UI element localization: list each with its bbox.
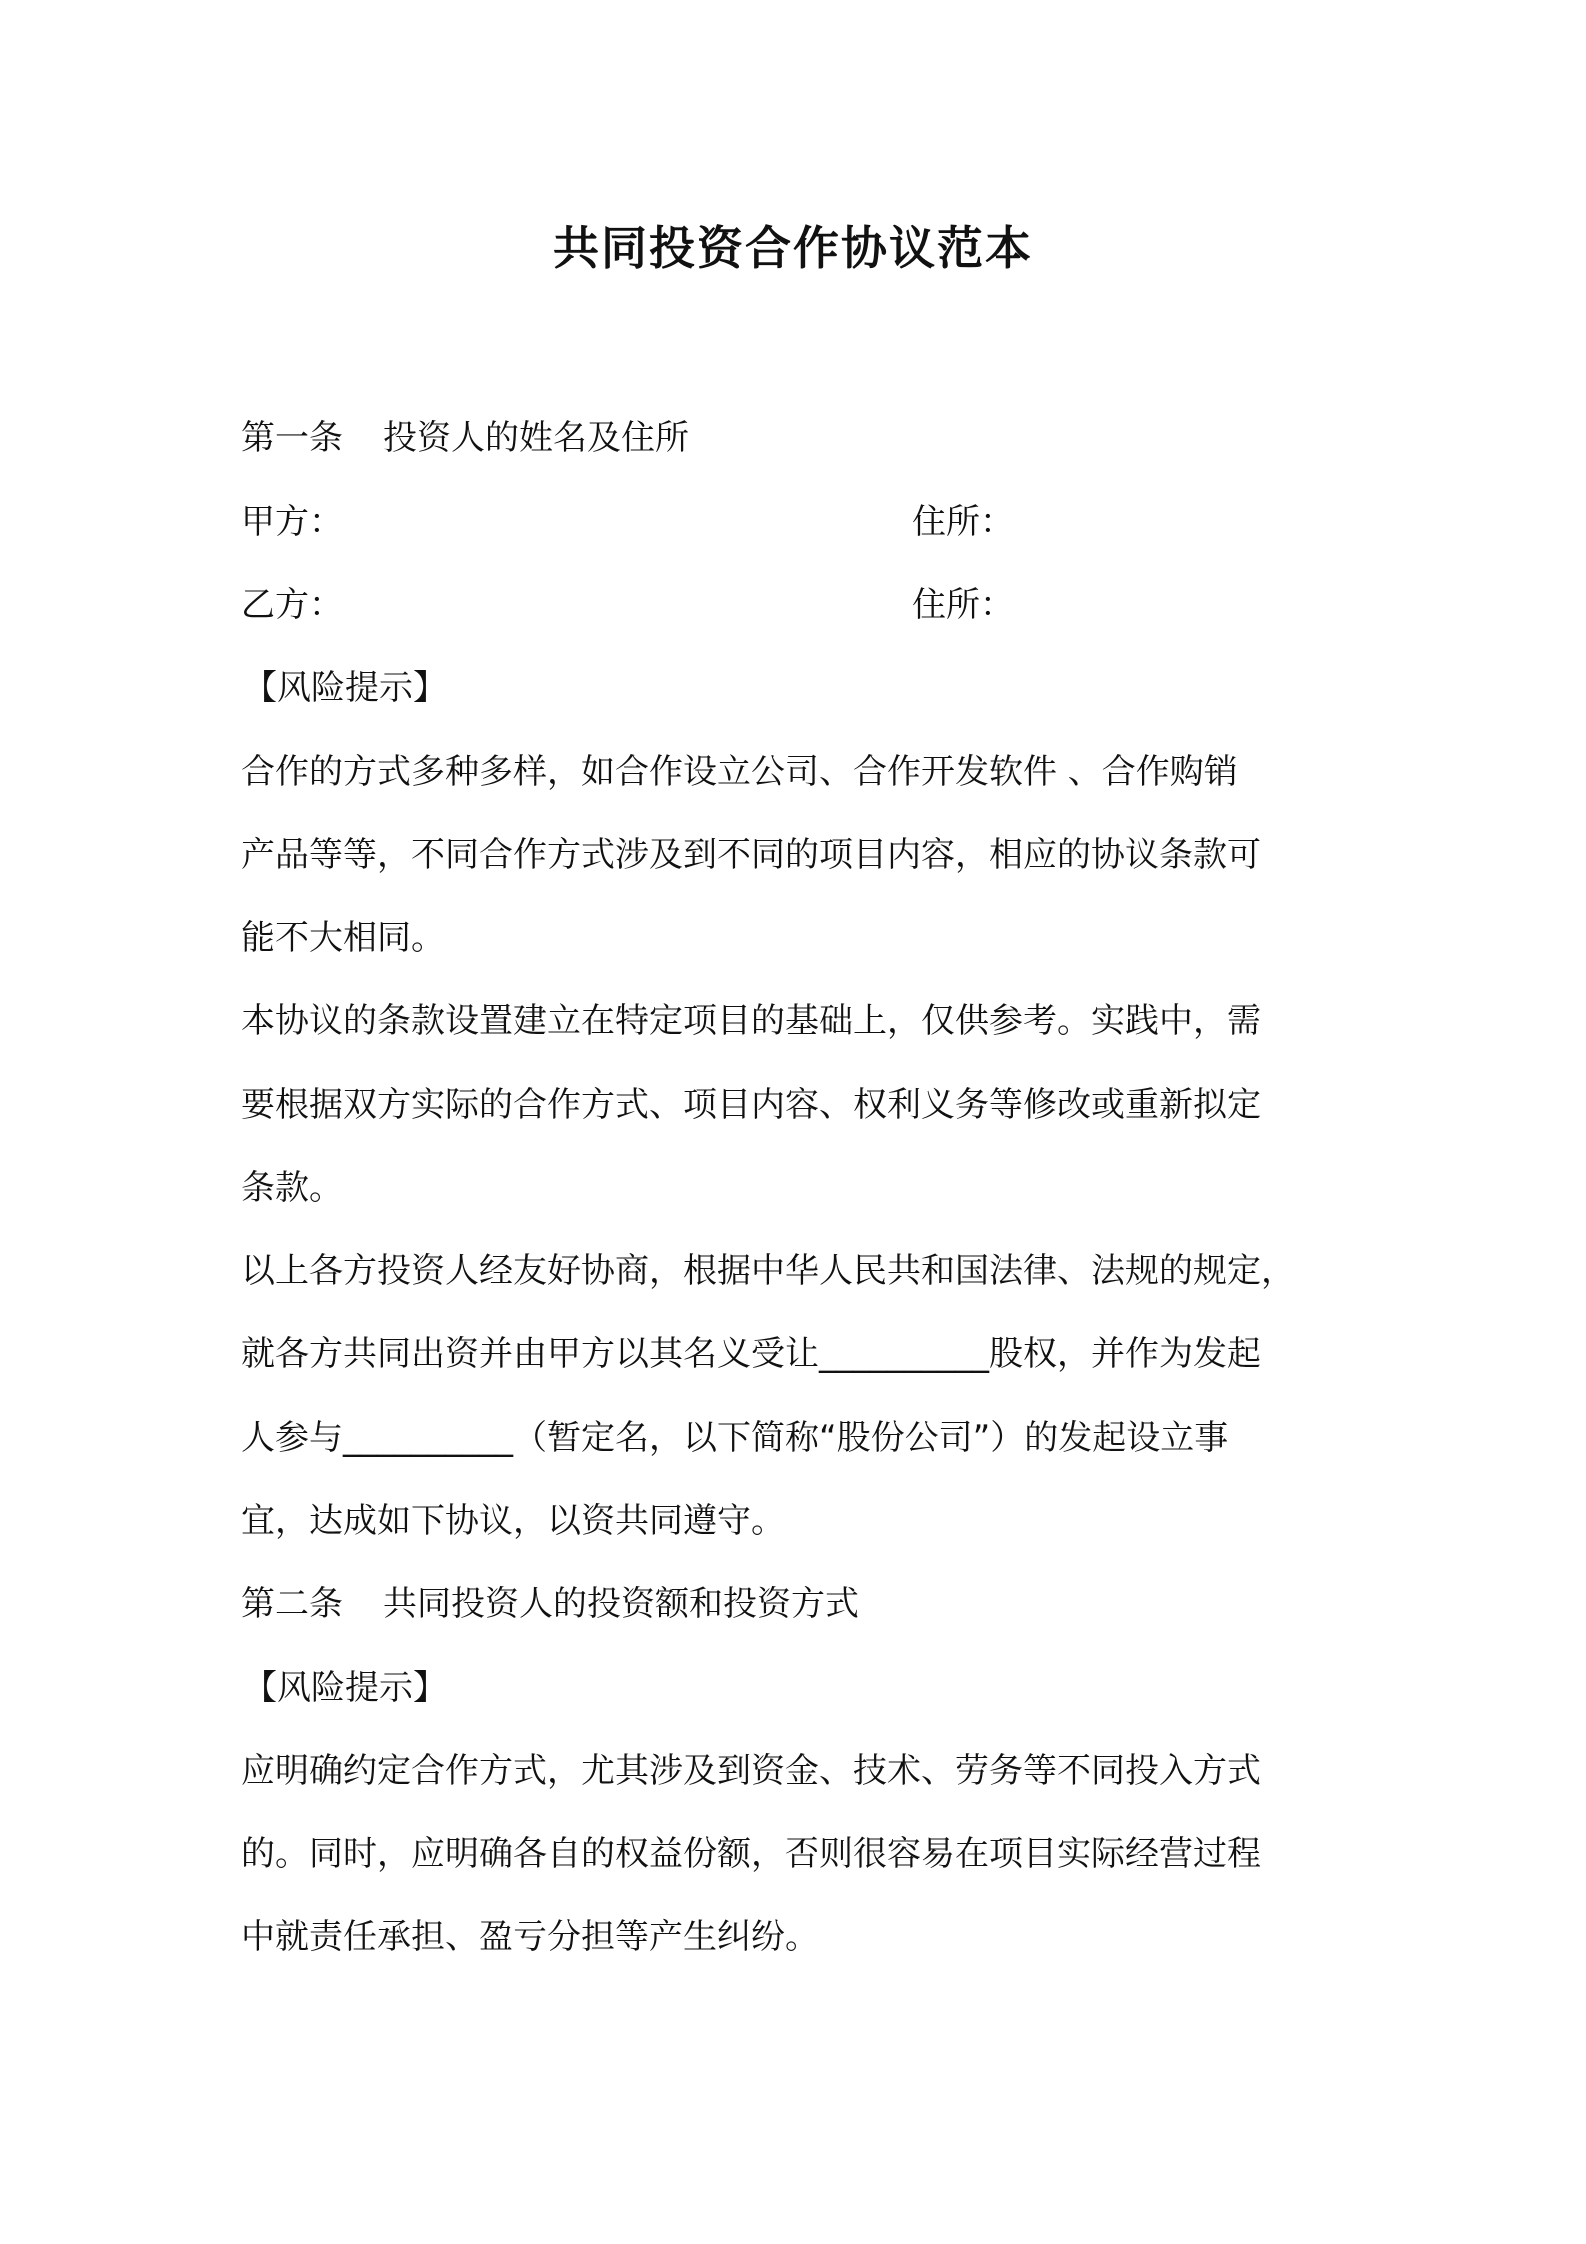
address-label: 住所： [912,585,1014,625]
paragraph-line: 能不大相同。 [241,918,445,958]
paragraph-line: 合作的方式多种多样，如合作设立公司、合作开发软件 、合作购销 [241,752,1238,792]
party-label: 乙方： [241,585,343,625]
article-number: 第一条 [241,418,343,458]
paragraph-line: 应明确约定合作方式，尤其涉及到资金、技术、劳务等不同投入方式 [241,1751,1261,1791]
paragraph-line: 的。同时，应明确各自的权益份额，否则很容易在项目实际经营过程 [241,1834,1261,1874]
party-label: 甲方： [241,502,343,542]
paragraph-line: 宜，达成如下协议，以资共同遵守。 [241,1501,785,1541]
article-number: 第二条 [241,1584,343,1624]
risk-notice-label: 【风险提示】 [243,668,447,708]
paragraph-line: 条款。 [241,1168,343,1208]
risk-notice-label: 【风险提示】 [243,1668,447,1708]
paragraph-line: 中就责任承担、盈亏分担等产生纠纷。 [241,1917,819,1957]
article-1-heading [241,418,689,458]
paragraph-line: 以上各方投资人经友好协商，根据中华人民共和国法律、法规的规定， [241,1251,1295,1291]
document-title: 共同投资合作协议范本 [553,221,1033,275]
article-title: 共同投资人的投资额和投资方式 [383,1584,859,1624]
article-title: 投资人的姓名及住所 [383,418,689,458]
paragraph-line: 就各方共同出资并由甲方以其名义受让__________股权，并作为发起 [241,1334,1261,1374]
article-2-heading [241,1584,859,1624]
paragraph-line: 产品等等，不同合作方式涉及到不同的项目内容，相应的协议条款可 [241,835,1261,875]
party-a-row [241,502,1014,542]
paragraph-line: 本协议的条款设置建立在特定项目的基础上，仅供参考。实践中，需 [241,1001,1261,1041]
address-label: 住所： [912,502,1014,542]
paragraph-line: 人参与__________（暂定名，以下简称“股份公司”）的发起设立事 [241,1418,1229,1458]
paragraph-line: 要根据双方实际的合作方式、项目内容、权利义务等修改或重新拟定 [241,1085,1261,1125]
party-b-row [241,585,1014,625]
